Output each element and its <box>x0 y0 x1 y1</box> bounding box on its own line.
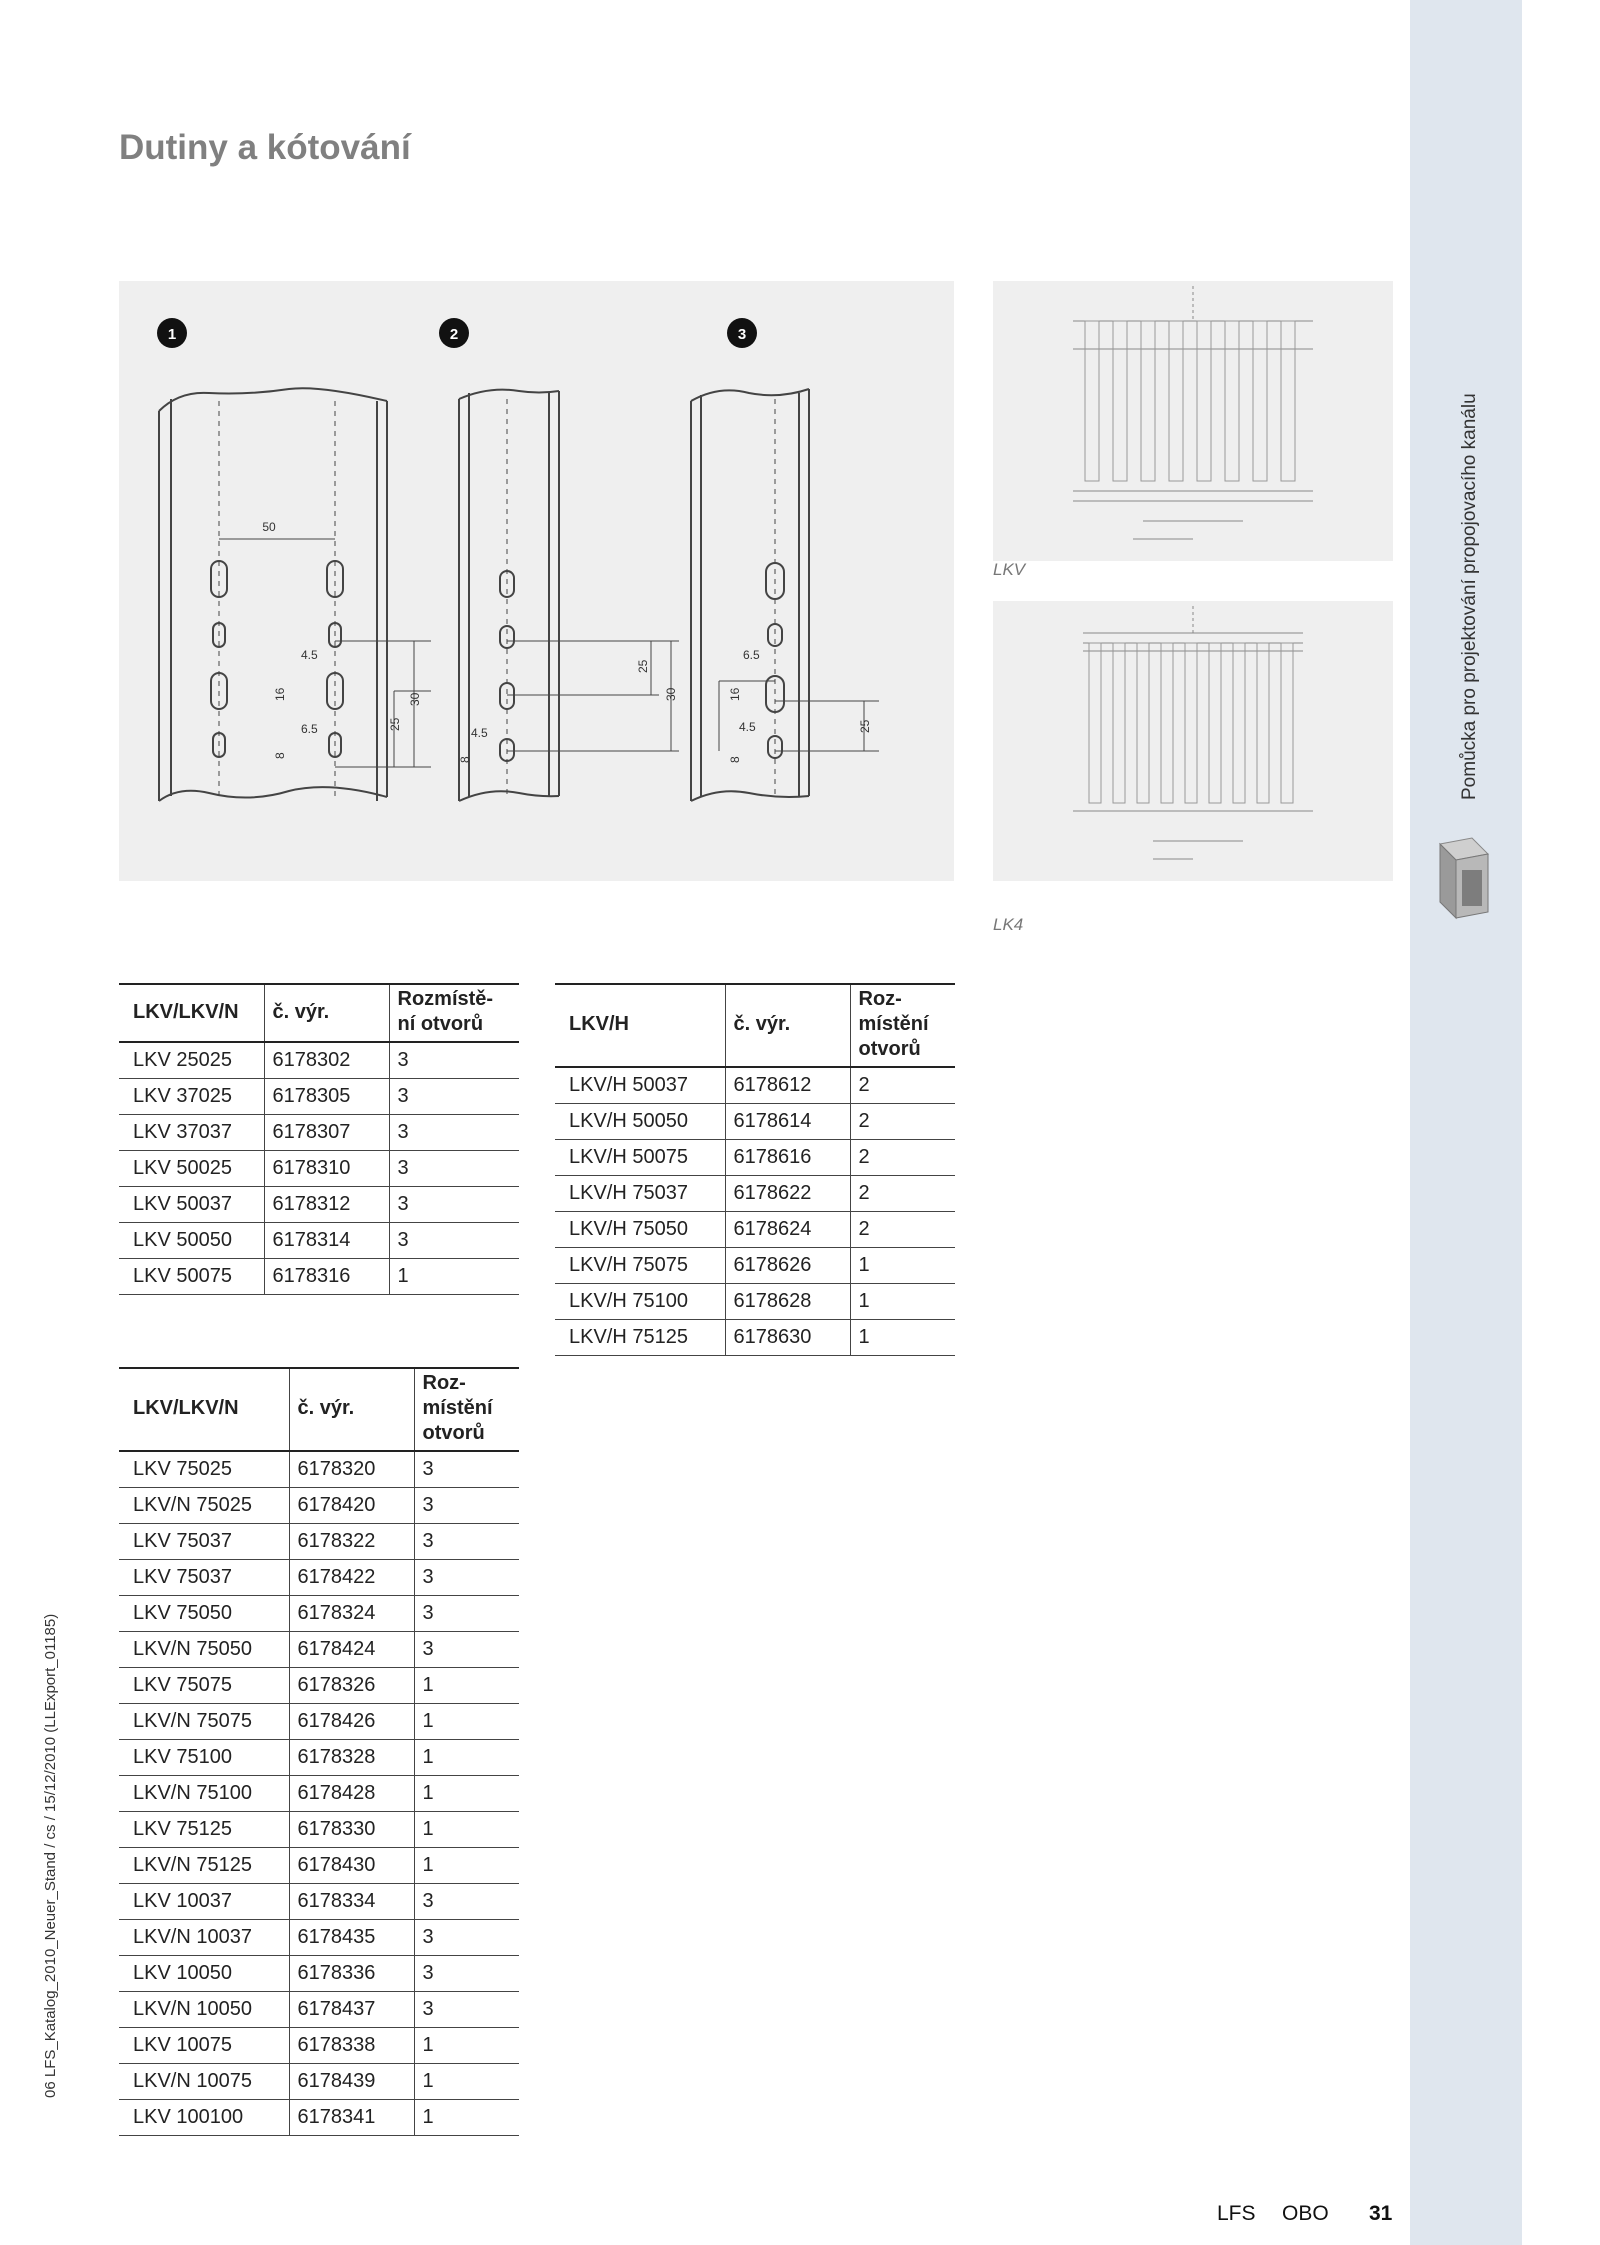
dim-label-6-5-right: 6.5 <box>743 648 760 662</box>
cell-article-number: 6178435 <box>289 1920 414 1956</box>
table-row <box>555 1320 955 1356</box>
cell-article-number: 6178302 <box>264 1042 389 1079</box>
dim-label-8-left: 8 <box>273 752 287 759</box>
cell-type: LKV/H 50075 <box>555 1140 725 1176</box>
profile-1-drawing <box>159 388 431 801</box>
table-row <box>555 1140 955 1176</box>
table-row <box>119 1740 519 1776</box>
dim-label-50: 50 <box>262 520 276 534</box>
cell-type: LKV 100100 <box>119 2100 289 2136</box>
cell-type: LKV 10075 <box>119 2028 289 2064</box>
catalog-export-reference: 06 LFS_Katalog_2010_Neuer_Stand / cs / 15/12/2010 (LLExport_01185) <box>42 1613 59 2098</box>
cell-type: LKV/N 75075 <box>119 1704 289 1740</box>
header-hole-layout: Roz- místění otvorů <box>414 1368 519 1451</box>
header-hole-layout: Rozmístě- ní otvorů <box>389 984 519 1042</box>
cell-type: LKV 10050 <box>119 1956 289 1992</box>
cell-hole-layout: 3 <box>389 1151 519 1187</box>
cell-article-number: 6178316 <box>264 1259 389 1295</box>
cell-article-number: 6178305 <box>264 1079 389 1115</box>
cell-type: LKV 50050 <box>119 1223 264 1259</box>
dim-label-25-right: 25 <box>858 719 872 733</box>
cell-hole-layout: 1 <box>414 1776 519 1812</box>
cell-hole-layout: 3 <box>414 1992 519 2028</box>
cell-article-number: 6178439 <box>289 2064 414 2100</box>
cell-type: LKV 37037 <box>119 1115 264 1151</box>
table-row <box>119 1223 519 1259</box>
cell-article-number: 6178437 <box>289 1992 414 2028</box>
cell-article-number: 6178314 <box>264 1223 389 1259</box>
cell-article-number: 6178424 <box>289 1632 414 1668</box>
cell-hole-layout: 3 <box>414 1596 519 1632</box>
cell-hole-layout: 1 <box>389 1259 519 1295</box>
caption-lkv: LKV <box>993 560 1026 579</box>
header-type: LKV/H <box>555 984 725 1067</box>
dim-label-16-right: 16 <box>728 687 742 701</box>
figure-marker-3 <box>727 318 757 348</box>
profile-2-drawing <box>459 390 679 801</box>
cell-type: LKV 75125 <box>119 1812 289 1848</box>
table-row <box>555 1176 955 1212</box>
table-row <box>119 1451 519 1488</box>
cell-hole-layout: 3 <box>414 1632 519 1668</box>
cell-hole-layout: 3 <box>389 1115 519 1151</box>
cell-article-number: 6178328 <box>289 1740 414 1776</box>
dim-label-16-left: 16 <box>273 687 287 701</box>
figure-marker-2 <box>439 318 469 348</box>
footer-brand-obo: OBO <box>1282 2202 1329 2225</box>
cell-article-number: 6178338 <box>289 2028 414 2064</box>
table-lkv-large <box>119 1367 519 2136</box>
cell-type: LKV 75037 <box>119 1524 289 1560</box>
cell-type: LKV 50075 <box>119 1259 264 1295</box>
cell-hole-layout: 3 <box>389 1042 519 1079</box>
table-row <box>119 1187 519 1223</box>
figure-marker-1 <box>157 318 187 348</box>
cell-type: LKV 10037 <box>119 1884 289 1920</box>
table-row <box>119 2064 519 2100</box>
table-lkv-small <box>119 983 519 1295</box>
table-row <box>119 2028 519 2064</box>
cell-hole-layout: 3 <box>389 1187 519 1223</box>
page-number: 31 <box>1369 2202 1393 2225</box>
cell-hole-layout: 1 <box>414 1668 519 1704</box>
cell-type: LKV 75037 <box>119 1560 289 1596</box>
cell-hole-layout: 1 <box>414 2100 519 2136</box>
cell-hole-layout: 2 <box>850 1104 955 1140</box>
cell-article-number: 6178322 <box>289 1524 414 1560</box>
table-row <box>119 1115 519 1151</box>
cell-article-number: 6178326 <box>289 1668 414 1704</box>
cell-article-number: 6178628 <box>725 1284 850 1320</box>
cell-type: LKV 25025 <box>119 1042 264 1079</box>
cell-hole-layout: 1 <box>850 1284 955 1320</box>
side-band <box>1410 0 1522 2245</box>
cell-type: LKV/N 10037 <box>119 1920 289 1956</box>
table-row <box>119 1704 519 1740</box>
cell-hole-layout: 1 <box>414 2064 519 2100</box>
cell-hole-layout: 1 <box>414 1704 519 1740</box>
cell-type: LKV 75075 <box>119 1668 289 1704</box>
cell-article-number: 6178422 <box>289 1560 414 1596</box>
cell-type: LKV/N 75125 <box>119 1848 289 1884</box>
table-row <box>555 1067 955 1104</box>
table-row <box>555 1284 955 1320</box>
cell-article-number: 6178336 <box>289 1956 414 1992</box>
header-article-number: č. výr. <box>725 984 850 1067</box>
table-row <box>119 1884 519 1920</box>
table-header-row <box>555 984 955 1067</box>
cable-duct-thumbnail-icon <box>1432 836 1492 920</box>
cell-hole-layout: 3 <box>389 1079 519 1115</box>
dim-label-4-5-right: 4.5 <box>739 720 756 734</box>
cell-type: LKV/H 75050 <box>555 1212 725 1248</box>
profile-3-drawing <box>691 389 879 801</box>
table-row <box>119 1848 519 1884</box>
cell-hole-layout: 1 <box>414 1812 519 1848</box>
footer-brand-lfs: LFS <box>1217 2202 1256 2225</box>
cell-type: LKV 50025 <box>119 1151 264 1187</box>
dim-label-30-left: 30 <box>408 692 422 706</box>
cell-article-number: 6178626 <box>725 1248 850 1284</box>
header-hole-layout: Roz- místění otvorů <box>850 984 955 1067</box>
table-row <box>119 1488 519 1524</box>
cell-type: LKV/H 50050 <box>555 1104 725 1140</box>
cell-hole-layout: 3 <box>414 1451 519 1488</box>
table-header-row <box>119 1368 519 1451</box>
svg-text:3: 3 <box>737 326 747 343</box>
cell-type: LKV/N 10075 <box>119 2064 289 2100</box>
table-row <box>119 1920 519 1956</box>
dim-label-30-mid: 30 <box>664 687 678 701</box>
table-row <box>119 1560 519 1596</box>
cell-type: LKV/N 75100 <box>119 1776 289 1812</box>
table-lkvh <box>555 983 955 1356</box>
cell-article-number: 6178334 <box>289 1884 414 1920</box>
cell-article-number: 6178312 <box>264 1187 389 1223</box>
table-row <box>119 1524 519 1560</box>
cell-article-number: 6178426 <box>289 1704 414 1740</box>
cell-article-number: 6178614 <box>725 1104 850 1140</box>
header-type: LKV/LKV/N <box>119 1368 289 1451</box>
cell-article-number: 6178310 <box>264 1151 389 1187</box>
cell-type: LKV/H 75075 <box>555 1248 725 1284</box>
cell-type: LKV/H 75100 <box>555 1284 725 1320</box>
header-article-number: č. výr. <box>264 984 389 1042</box>
table-row <box>119 1596 519 1632</box>
cell-type: LKV/H 75125 <box>555 1320 725 1356</box>
cell-hole-layout: 3 <box>414 1524 519 1560</box>
cell-hole-layout: 2 <box>850 1140 955 1176</box>
lk4-drawing-figure <box>993 601 1393 881</box>
cell-hole-layout: 3 <box>414 1488 519 1524</box>
dim-label-4-5-mid: 4.5 <box>471 726 488 740</box>
side-tab-label: Pomůcka pro projektování propojovacího kanálu <box>1459 393 1480 800</box>
dim-label-6-5-left: 6.5 <box>301 722 318 736</box>
cell-type: LKV 75100 <box>119 1740 289 1776</box>
cell-hole-layout: 3 <box>389 1223 519 1259</box>
cell-type: LKV/N 10050 <box>119 1992 289 2028</box>
cell-hole-layout: 2 <box>850 1212 955 1248</box>
cell-article-number: 6178330 <box>289 1812 414 1848</box>
table-row <box>119 1151 519 1187</box>
caption-lk4: LK4 <box>993 915 1024 934</box>
svg-text:1: 1 <box>167 326 177 343</box>
cell-article-number: 6178307 <box>264 1115 389 1151</box>
cell-hole-layout: 3 <box>414 1920 519 1956</box>
cell-type: LKV/N 75050 <box>119 1632 289 1668</box>
table-row <box>119 1259 519 1295</box>
table-row <box>555 1212 955 1248</box>
profile-drawing-figure <box>119 281 954 881</box>
cell-hole-layout: 1 <box>414 1740 519 1776</box>
dim-label-8-right: 8 <box>728 756 742 763</box>
cell-article-number: 6178612 <box>725 1067 850 1104</box>
cell-article-number: 6178622 <box>725 1176 850 1212</box>
cell-article-number: 6178420 <box>289 1488 414 1524</box>
cell-hole-layout: 1 <box>414 2028 519 2064</box>
table-row <box>119 1632 519 1668</box>
table-row <box>119 1992 519 2028</box>
cell-type: LKV/N 75025 <box>119 1488 289 1524</box>
cell-hole-layout: 1 <box>414 1848 519 1884</box>
cell-hole-layout: 2 <box>850 1067 955 1104</box>
page-title: Dutiny a kótování <box>119 128 411 167</box>
table-header-row <box>119 984 519 1042</box>
table-row <box>119 1812 519 1848</box>
cell-hole-layout: 3 <box>414 1956 519 1992</box>
svg-text:2: 2 <box>449 326 459 343</box>
table-row <box>119 1042 519 1079</box>
table-row <box>119 1079 519 1115</box>
cell-hole-layout: 3 <box>414 1884 519 1920</box>
table-row <box>119 2100 519 2136</box>
cell-article-number: 6178616 <box>725 1140 850 1176</box>
cell-article-number: 6178341 <box>289 2100 414 2136</box>
cell-article-number: 6178428 <box>289 1776 414 1812</box>
table-row <box>119 1776 519 1812</box>
cell-article-number: 6178430 <box>289 1848 414 1884</box>
table-row <box>119 1668 519 1704</box>
lkv-drawing-figure <box>993 281 1393 561</box>
cell-article-number: 6178630 <box>725 1320 850 1356</box>
cell-hole-layout: 2 <box>850 1176 955 1212</box>
dim-label-4-5-left: 4.5 <box>301 648 318 662</box>
cell-type: LKV 75050 <box>119 1596 289 1632</box>
cell-type: LKV/H 50037 <box>555 1067 725 1104</box>
dim-label-25-mid: 25 <box>636 659 650 673</box>
cell-hole-layout: 1 <box>850 1248 955 1284</box>
cell-type: LKV 37025 <box>119 1079 264 1115</box>
cell-hole-layout: 3 <box>414 1560 519 1596</box>
table-row <box>555 1248 955 1284</box>
header-type: LKV/LKV/N <box>119 984 264 1042</box>
table-row <box>119 1956 519 1992</box>
dim-label-8-mid: 8 <box>458 756 472 763</box>
cell-article-number: 6178320 <box>289 1451 414 1488</box>
header-article-number: č. výr. <box>289 1368 414 1451</box>
cell-type: LKV 50037 <box>119 1187 264 1223</box>
table-row <box>555 1104 955 1140</box>
cell-type: LKV/H 75037 <box>555 1176 725 1212</box>
cell-hole-layout: 1 <box>850 1320 955 1356</box>
cell-article-number: 6178324 <box>289 1596 414 1632</box>
dim-label-25-left: 25 <box>388 717 402 731</box>
cell-article-number: 6178624 <box>725 1212 850 1248</box>
cell-type: LKV 75025 <box>119 1451 289 1488</box>
